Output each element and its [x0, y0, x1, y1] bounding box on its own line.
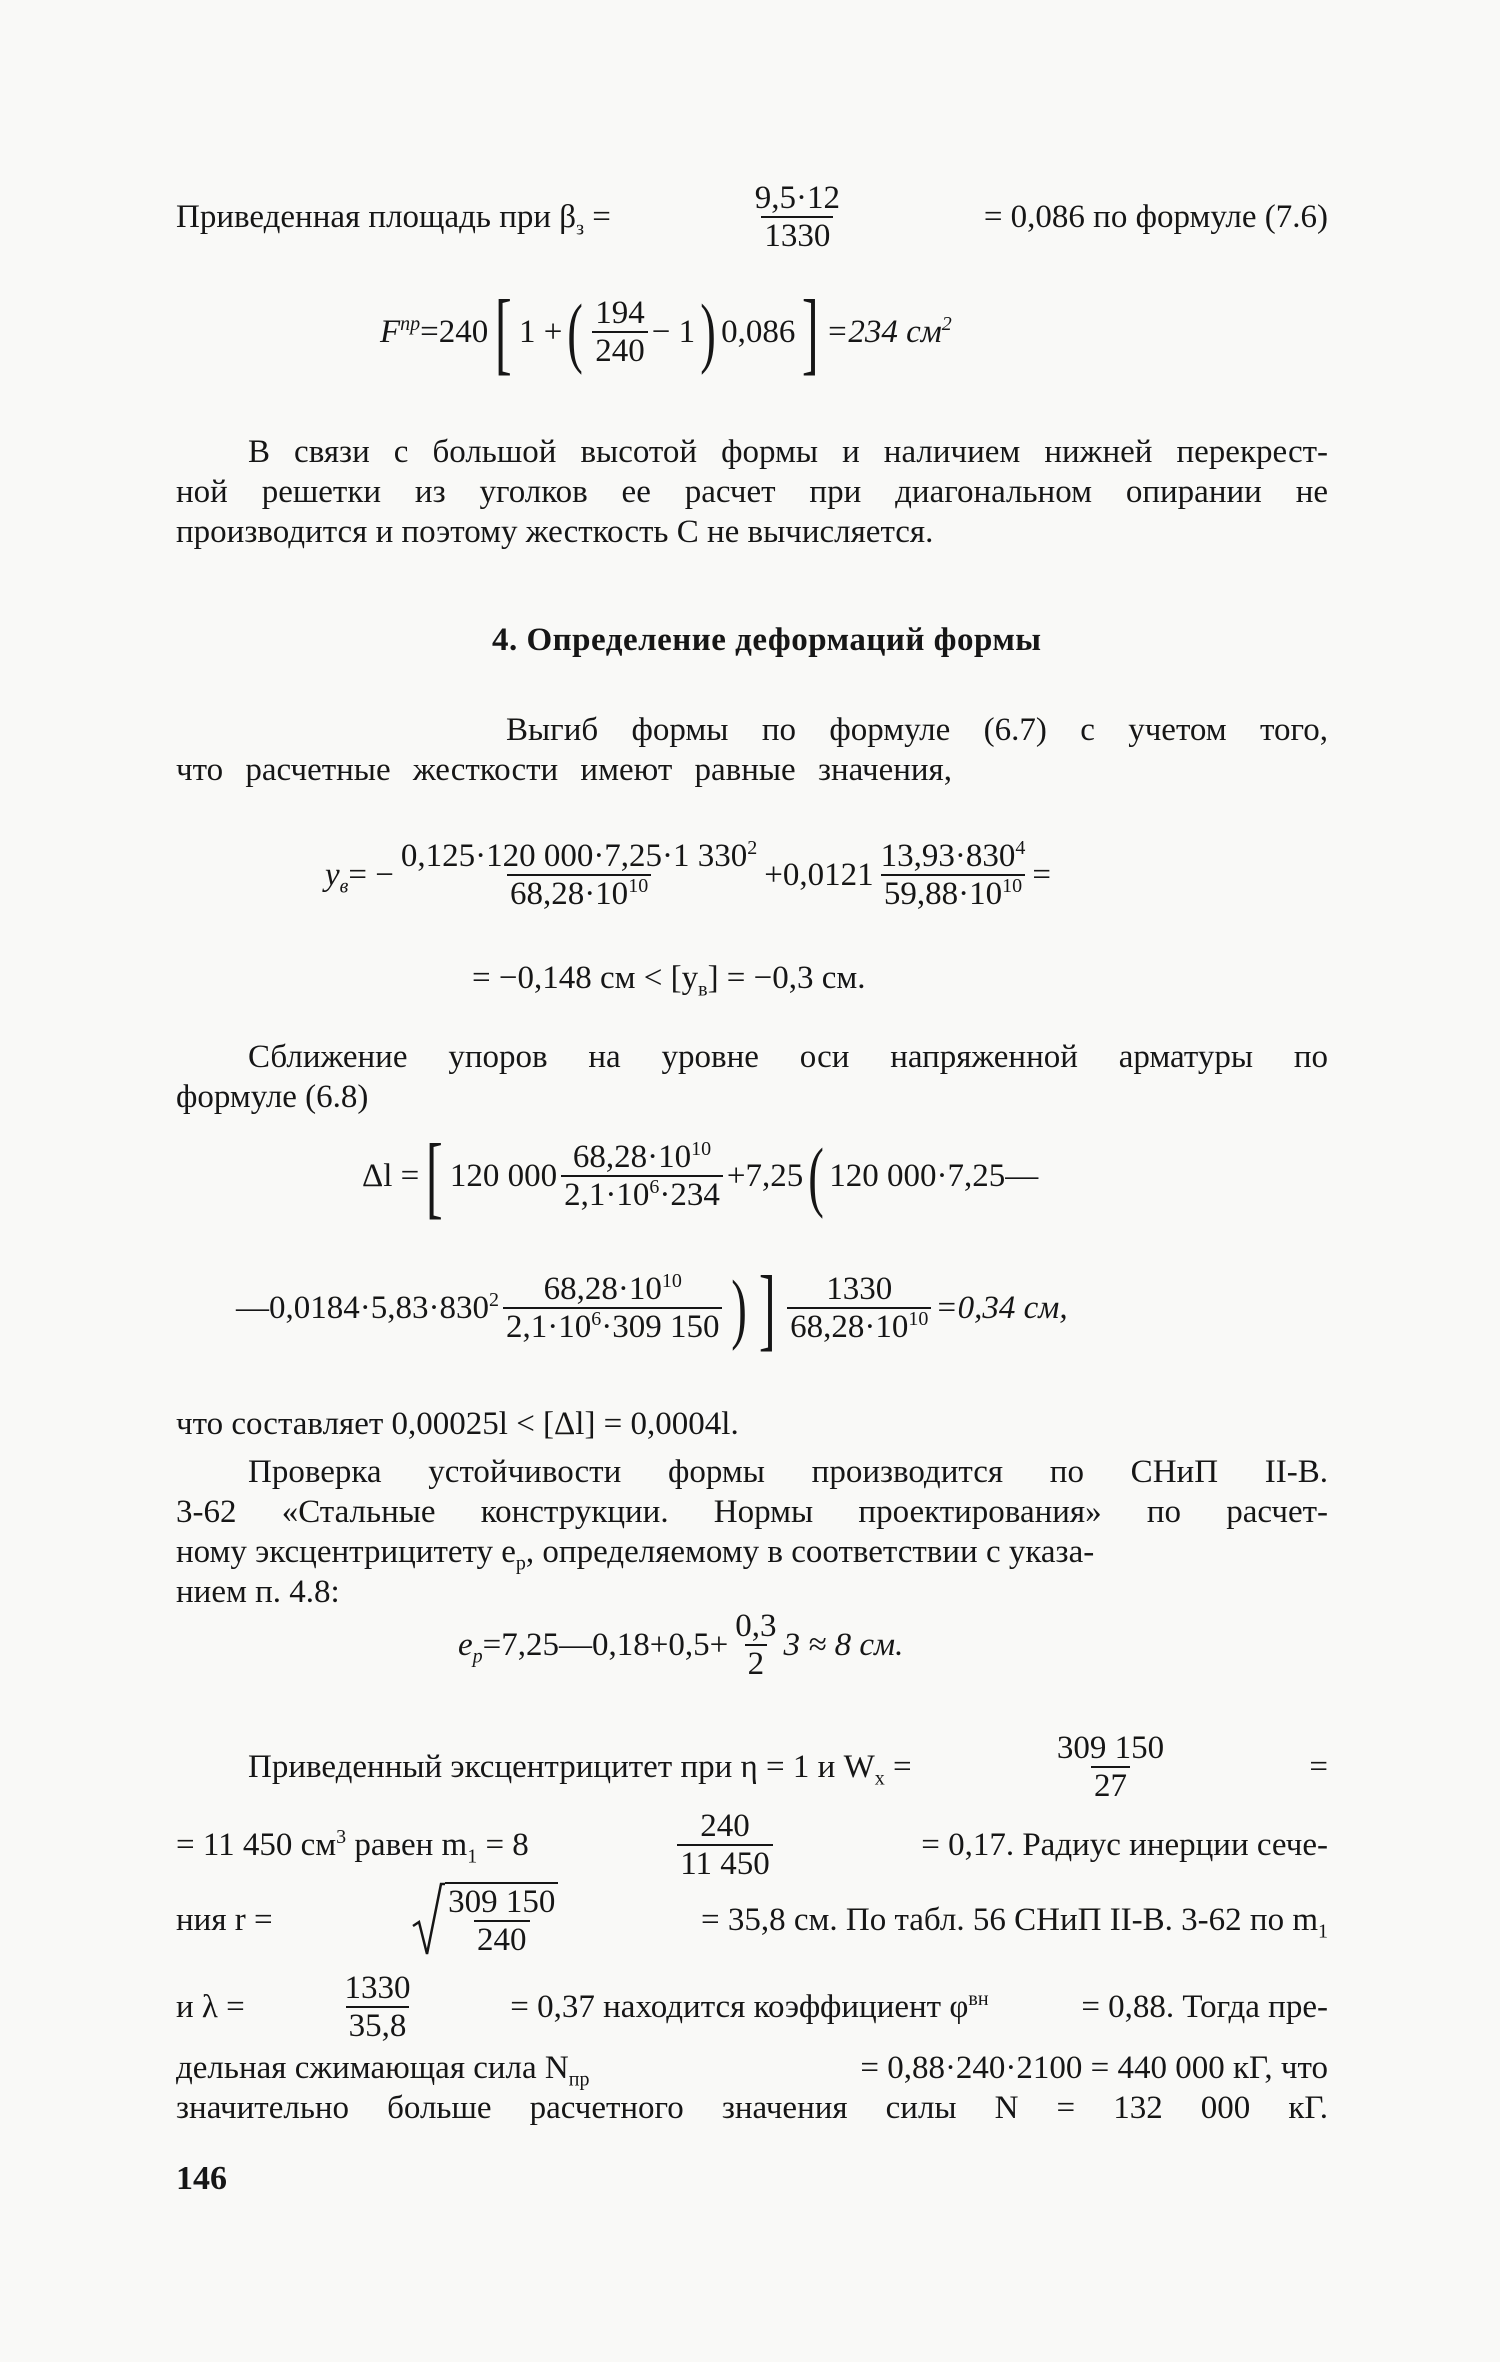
paragraph-deflection: Выгиб формы по формуле (6.7) с учетом того, что расчетные жесткости имеют равные значения,: [176, 712, 1328, 788]
para6-line5: дельная сжимающая сила $N_{пр}$ = 0,88·240·2100 = 440 000 кГ, что: [176, 2050, 1328, 2091]
para6-line2: = 11 450 $см^3$ равен $m_1 = 8$ $\frac{240}{11 450}$ = 0,17. Радиус инерции сече-: [176, 1808, 1328, 1882]
formula-e-p: $e_р$ =7,25—0,18+0,5+ $\frac{0,3}{2}$ 3 ≈ 8 см.: [458, 1608, 904, 1682]
paragraph-stiffness: В связи с большой высотой формы и наличием нижней перекрест- ной решетки из уголков ее расчет при диагональном опирании не производится и поэтому жесткость C не вычисляется.: [176, 434, 1328, 550]
sqrt-sign: [411, 1882, 445, 1958]
beta-fraction: $\frac{9,5\cdot 12}{1330}$: [754, 180, 840, 254]
sqrt-expression: $\frac{309 150}{240}$: [411, 1882, 562, 1958]
section-heading: 4. Определение деформаций формы: [492, 622, 1042, 658]
formula-delta-l: Δl = [ 120 000 $\frac{68,28\cdot 10^{10}}{2,1\cdot 10^6\cdot 234}$ +7,25 ( 120 000·7,25—: [362, 1125, 1039, 1227]
formula-y-v: $y_в$ = − $\frac{0,125\cdot 120 000\cdot 7,25\cdot 1 330^2}{68,28\cdot 10^{10}}$ +0,0121 $\frac{13,93\cdot 830^4}{59,88\cdot 10^{10}}$ =: [325, 837, 1052, 912]
reduced-area-line: [176, 180, 1328, 254]
para6-line3: ния r = $\frac{309 150}{240}$ = 35,8 см. По табл. 56 СНиП II-В. 3-62 по $m_1$: [176, 1884, 1328, 1958]
page-number: 146: [176, 2160, 227, 2197]
formula-delta-l-cont: $—0,0184\cdot 5,83\cdot 830^2$ $\frac{68,28\cdot 10^{10}}{2,1\cdot 10^6\cdot 309 150}$ ) ] $\frac{1330}{68,28\cdot 10^{10}}$ =0,34 см,: [236, 1257, 1068, 1359]
formula-f-pr: $F^{пр}$ =240 [ 1 + ( $\frac{194}{240}$ − 1 ) 0,086 ] =234 $см^2$: [380, 281, 952, 383]
reduced-area-result: = 0,086 по формуле (7.6): [983, 199, 1328, 235]
paragraph-tolerance: что составляет 0,00025l < [Δl] = 0,0004l.: [176, 1406, 739, 1442]
para6-line1: Приведенный эксцентрицитет при η = 1 и $W_x$ = $\frac{309 150}{27}$ =: [248, 1730, 1328, 1804]
reduced-area-intro: Приведенная площадь при $\beta_з$ =: [176, 199, 611, 240]
formula-y-v-result: = −0,148 см < $[y_в] = -0,3$ см.: [472, 960, 866, 1001]
paragraph-stability: Проверка устойчивости формы производится по СНиП II-В. 3-62 «Стальные конструкции. Нормы проектирования» по расчет- ному эксцентрицитету $e_р$, определяемому в соответствии с указа- нием п. 4.8:: [176, 1454, 1328, 1610]
para6-line4: и λ = $\frac{1330}{35,8}$ = 0,37 находится коэффициент $\varphi^{вн}$ = 0,88. Тогда пре-: [176, 1970, 1328, 2044]
para6-line6: значительно больше расчетного значения силы N = 132 000 кГ.: [176, 2090, 1328, 2126]
paragraph-approach: Сближение упоров на уровне оси напряженной арматуры по формуле (6.8): [176, 1039, 1328, 1115]
